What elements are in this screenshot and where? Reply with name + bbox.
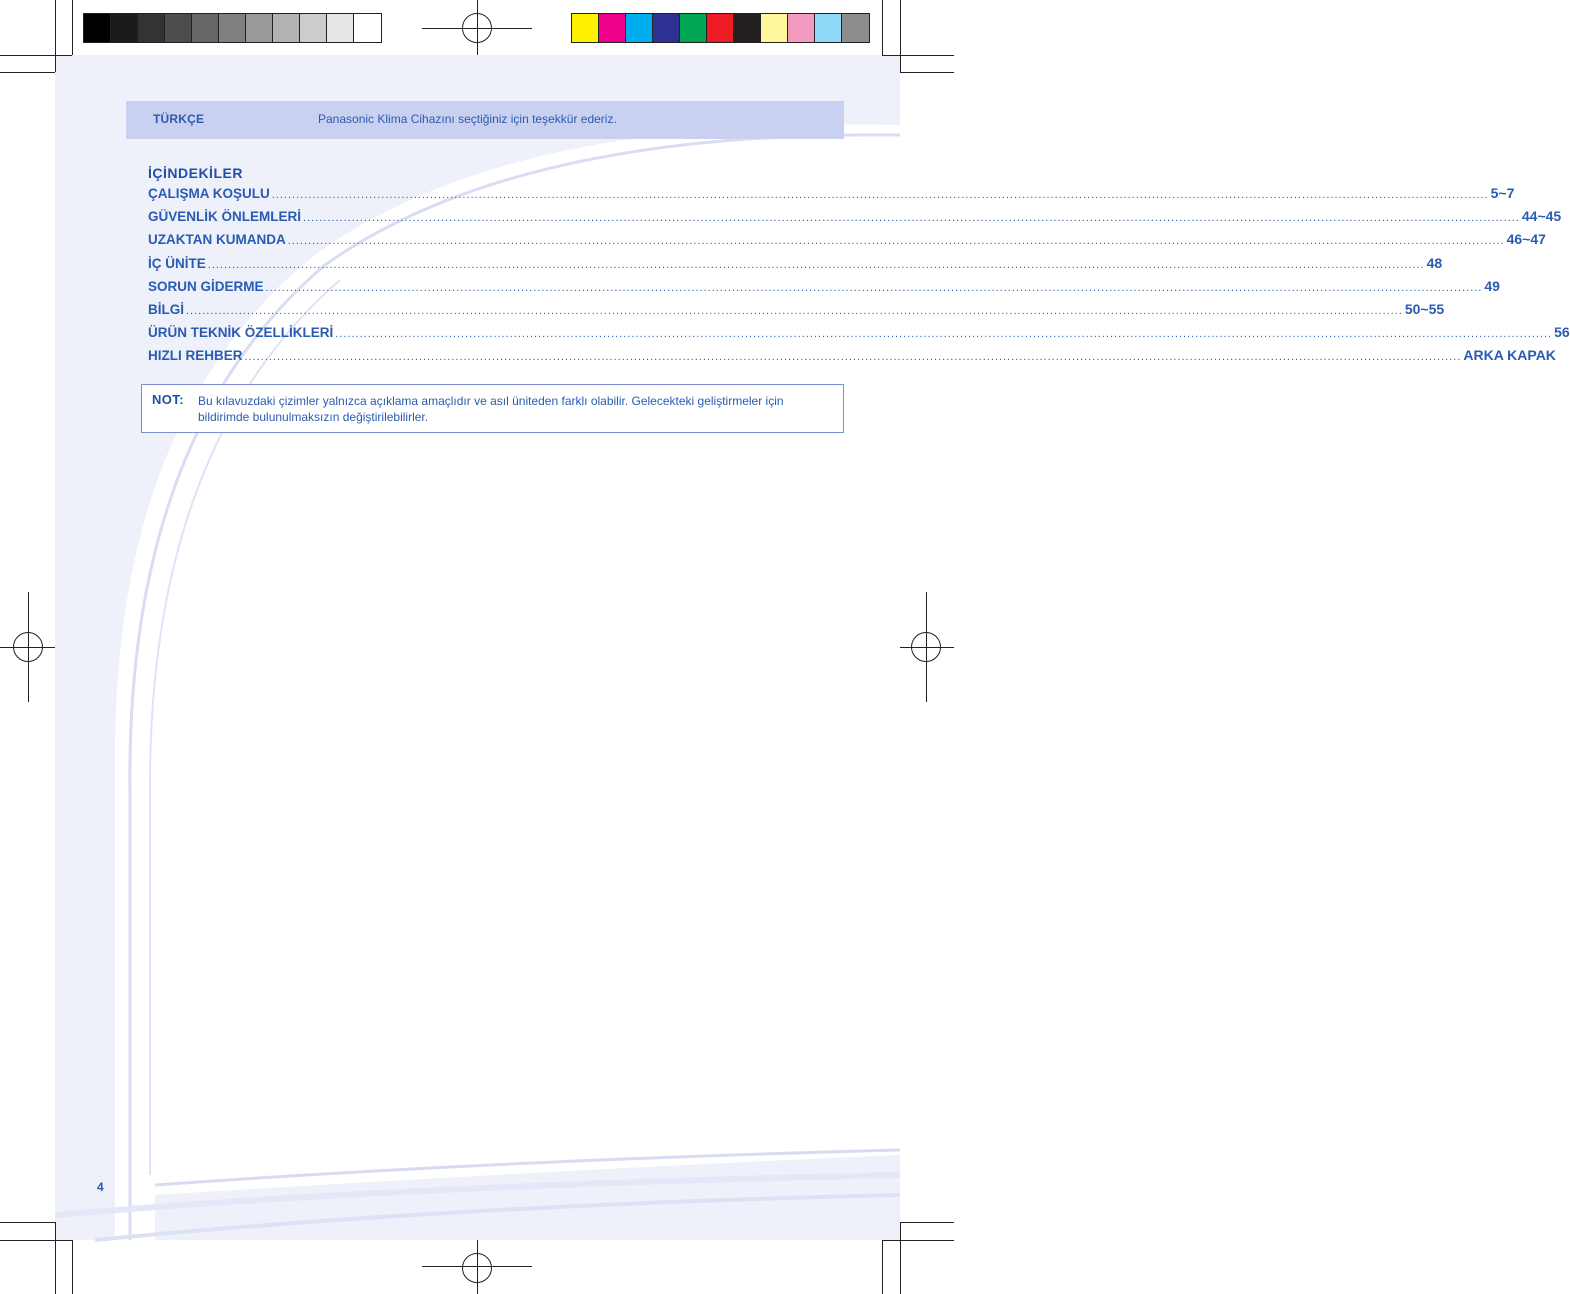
color-swatch <box>192 14 219 42</box>
note-box <box>141 384 844 433</box>
note-text: Bu kılavuzdaki çizimler yalnızca açıklama amaçlıdır ve asıl üniteden farklı olabilir. Gelecekteki geliştirmeler için bildirimde bulunulmaksızın değiştirilebilirler. <box>198 394 784 424</box>
toc-entry-page: 5~7 <box>1490 185 1515 201</box>
color-swatch <box>680 14 707 42</box>
toc-entry-label: İÇ ÜNİTE <box>148 255 206 271</box>
toc-entry[interactable] <box>148 208 1562 231</box>
color-swatch <box>273 14 300 42</box>
toc-entry[interactable] <box>148 231 1546 254</box>
toc-entry-label: SORUN GİDERME <box>148 278 264 294</box>
color-swatch <box>815 14 842 42</box>
toc-list <box>148 185 1570 371</box>
grayscale-calibration-bar <box>83 13 382 43</box>
color-calibration-bar <box>571 13 870 43</box>
color-swatch <box>626 14 653 42</box>
color-swatch <box>138 14 165 42</box>
color-swatch <box>653 14 680 42</box>
toc-entry[interactable] <box>148 347 1556 370</box>
toc-entry-page: 50~55 <box>1404 300 1445 317</box>
toc-entry-page: 56 <box>1554 324 1570 341</box>
toc-entry[interactable] <box>148 277 1500 301</box>
toc-entry-page: 46~47 <box>1506 231 1546 248</box>
color-swatch <box>761 14 788 42</box>
toc-entry[interactable] <box>148 254 1443 278</box>
toc-entry[interactable] <box>148 185 1515 208</box>
toc-entry-leader: ............................................................................................................................................................................................................................................................................................................ <box>186 304 1403 317</box>
color-swatch <box>327 14 354 42</box>
toc-entry-leader: ............................................................................................................................................................................................................................................................................................................ <box>335 328 1553 341</box>
header-thanks-text: Panasonic Klima Cihazını seçtiğiniz için teşekkür ederiz. <box>318 112 617 126</box>
color-swatch <box>246 14 273 42</box>
color-swatch <box>734 14 761 42</box>
color-swatch <box>707 14 734 42</box>
note-label: NOT: <box>152 392 184 407</box>
color-swatch <box>84 14 111 42</box>
toc-entry-label: UZAKTAN KUMANDA <box>148 232 286 248</box>
color-swatch <box>219 14 246 42</box>
toc-entry-leader: ............................................................................................................................................................................................................................................................................................................ <box>303 212 1520 225</box>
toc-entry-label: HIZLI REHBER <box>148 348 243 364</box>
toc-title: İÇİNDEKİLER <box>148 165 243 181</box>
toc-entry-label: ÇALIŞMA KOŞULU <box>148 186 270 201</box>
color-swatch <box>788 14 815 42</box>
language-label: TÜRKÇE <box>153 112 205 126</box>
toc-entry-label: GÜVENLİK ÖNLEMLERİ <box>148 209 302 225</box>
page-number: 4 <box>97 1180 104 1194</box>
toc-entry-leader: ............................................................................................................................................................................................................................................................................................................ <box>207 258 1425 271</box>
color-swatch <box>599 14 626 42</box>
color-swatch <box>354 14 381 42</box>
toc-entry[interactable] <box>148 300 1445 324</box>
toc-entry-label: BİLGİ <box>148 301 184 317</box>
toc-entry-label: ÜRÜN TEKNİK ÖZELLİKLERİ <box>148 325 334 341</box>
toc-entry-page: 44~45 <box>1521 208 1562 225</box>
toc-entry-leader: ............................................................................................................................................................................................................................................................................................................ <box>271 189 1489 201</box>
toc-entry-leader: ............................................................................................................................................................................................................................................................................................................ <box>244 351 1462 364</box>
color-swatch <box>300 14 327 42</box>
toc-entry-page: 48 <box>1426 254 1443 271</box>
toc-entry[interactable] <box>148 324 1570 347</box>
toc-entry-leader: ............................................................................................................................................................................................................................................................................................................ <box>287 235 1505 248</box>
toc-entry-page: ARKA KAPAK <box>1463 347 1556 364</box>
color-swatch <box>111 14 138 42</box>
color-swatch <box>572 14 599 42</box>
toc-entry-leader: ............................................................................................................................................................................................................................................................................................................ <box>265 281 1483 294</box>
color-swatch <box>165 14 192 42</box>
toc-entry-page: 49 <box>1484 277 1500 294</box>
color-swatch <box>842 14 869 42</box>
